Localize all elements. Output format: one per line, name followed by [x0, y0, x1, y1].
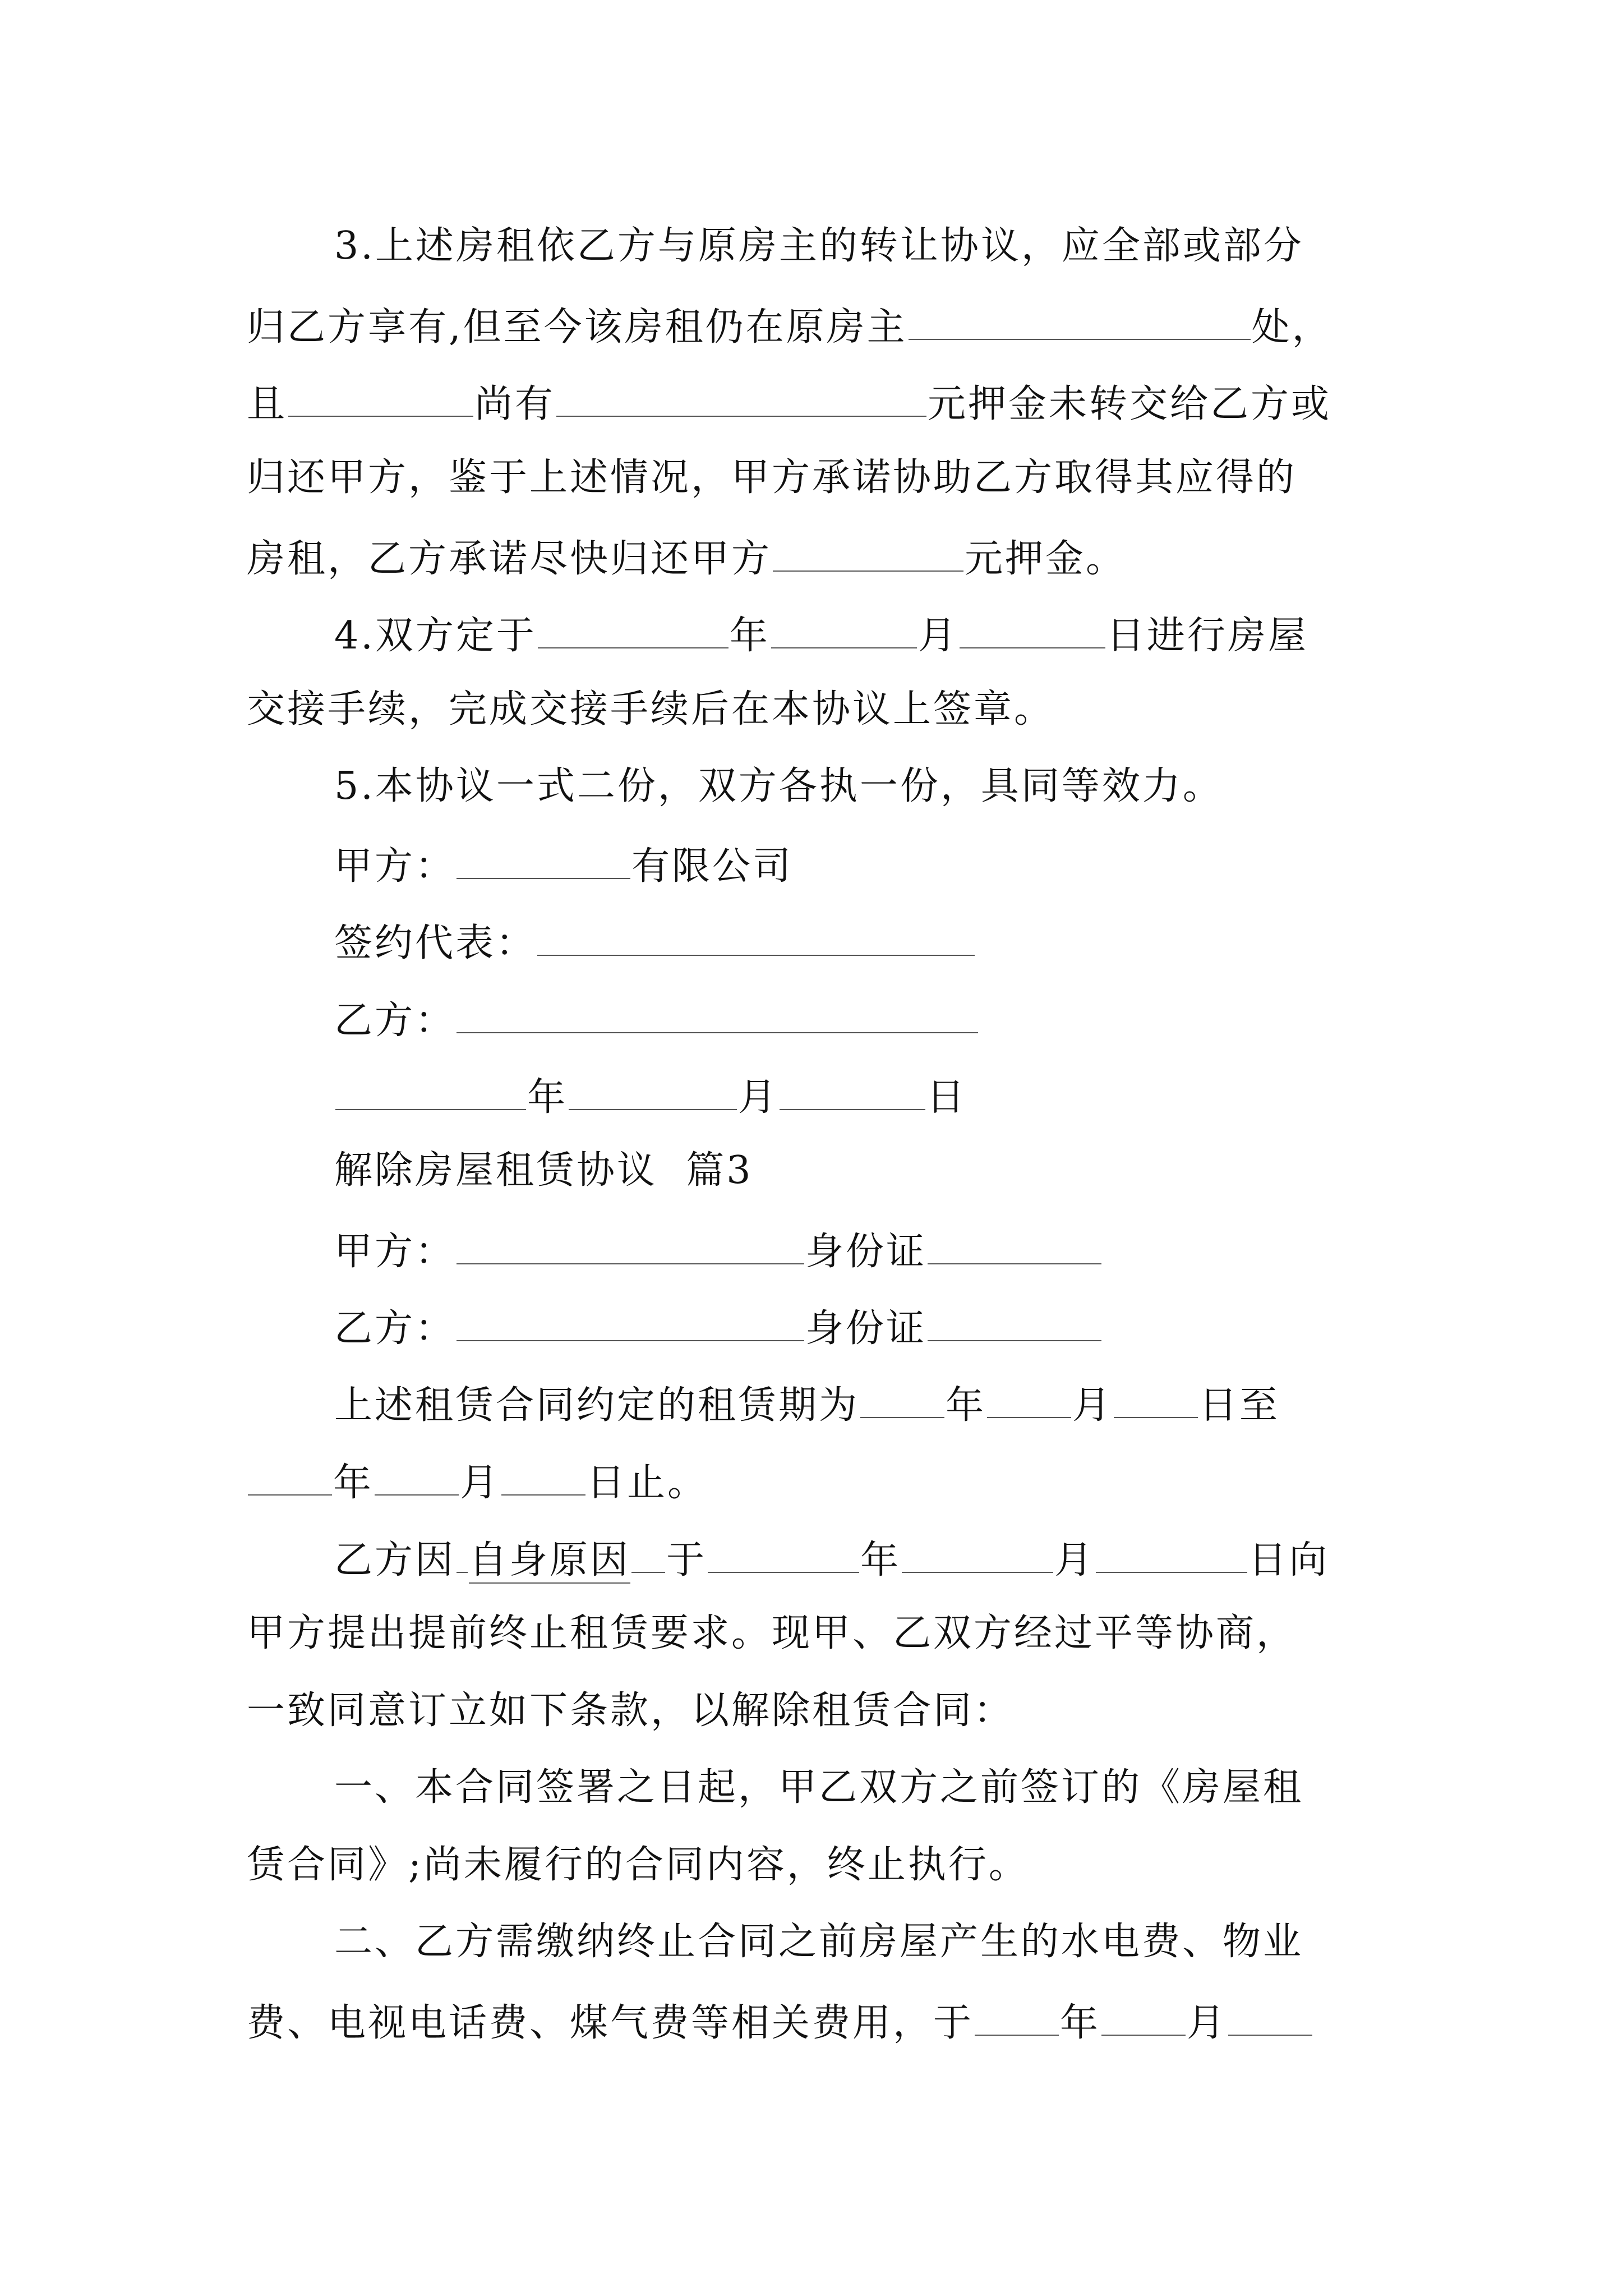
- blank-field[interactable]: [538, 601, 728, 648]
- lease-period-line1: [334, 1371, 1280, 1433]
- label: 乙方：: [334, 999, 456, 1043]
- label: 甲方：: [334, 844, 456, 889]
- blank-field[interactable]: [960, 601, 1105, 648]
- blank-field[interactable]: [457, 986, 978, 1033]
- clause3-text: 处，: [1251, 305, 1332, 349]
- label: 身份证: [805, 1230, 927, 1274]
- section3-party-a: [334, 1217, 1103, 1279]
- blank-field[interactable]: [556, 370, 926, 417]
- label: 签约代表：: [334, 921, 537, 965]
- reason-line3: [247, 1680, 1014, 1742]
- section3-party-b: [334, 1294, 1103, 1356]
- clause3-text: 3.上述房租依乙方与原房主的转让协议，应全部或部分: [334, 224, 1304, 268]
- label: 年: [527, 1075, 568, 1120]
- label: 年: [333, 1461, 374, 1505]
- blank-field[interactable]: [928, 1294, 1101, 1341]
- clause4-line2: [247, 679, 1054, 740]
- label: 日: [926, 1075, 967, 1120]
- clause4-text: 月: [917, 614, 958, 658]
- label: 甲方：: [334, 1230, 456, 1274]
- label: 月: [460, 1461, 501, 1505]
- blank-field[interactable]: [457, 1294, 804, 1341]
- label: 年: [860, 1538, 901, 1582]
- label: 身份证: [805, 1306, 927, 1351]
- clause3-text: 房租，乙方承诺尽快归还甲方: [247, 537, 772, 581]
- paragraph-text: 费、电视电话费、煤气费等相关费用，于: [247, 2001, 974, 2045]
- reason-line1: [334, 1526, 1329, 1588]
- sign-party-b: [334, 986, 979, 1048]
- blank-field[interactable]: [631, 1526, 665, 1573]
- item1-line2: [247, 1834, 1029, 1896]
- blank-field[interactable]: [860, 1371, 944, 1418]
- item2-line2: [247, 1989, 1313, 2050]
- blank-field[interactable]: [1096, 1526, 1247, 1573]
- paragraph-text: 赁合同》;尚未履行的合同内容，终止执行。: [247, 1843, 1029, 1887]
- label: 年: [946, 1383, 986, 1428]
- blank-field[interactable]: [248, 1448, 332, 1496]
- blank-field[interactable]: [773, 524, 963, 572]
- blank-field[interactable]: [457, 832, 630, 879]
- blank-field[interactable]: [1228, 1989, 1312, 2036]
- paragraph-text: 一、本合同签署之日起，甲乙双方之前签订的《房屋租: [334, 1765, 1304, 1810]
- clause4-text: 4.双方定于: [334, 614, 537, 658]
- blank-field[interactable]: [780, 1063, 925, 1110]
- label: 月: [1187, 2001, 1228, 2045]
- label: 月: [1054, 1538, 1095, 1582]
- clause3-text: 归还甲方，鉴于上述情况，甲方承诺协助乙方取得其应得的: [247, 455, 1297, 500]
- clause3-line1: [334, 215, 1304, 277]
- label: 日止。: [587, 1461, 708, 1505]
- blank-field[interactable]: [335, 1063, 526, 1110]
- blank-field[interactable]: [288, 370, 473, 417]
- label: 乙方因: [334, 1538, 456, 1582]
- sign-party-a: [334, 832, 793, 894]
- blank-field[interactable]: [771, 601, 917, 648]
- blank-field[interactable]: [928, 1217, 1101, 1264]
- clause4-text: 交接手续，完成交接手续后在本协议上签章。: [247, 687, 1055, 731]
- item2-line1: [334, 1911, 1303, 1973]
- sign-representative: [334, 909, 976, 970]
- label: 月: [738, 1075, 779, 1120]
- paragraph-text: 甲方提出提前终止租赁要求。现甲、乙双方经过平等协商，: [247, 1611, 1297, 1655]
- clause3-text: 且: [247, 382, 288, 426]
- clause3-text: 元押金未转交给乙方或: [928, 382, 1332, 426]
- paragraph-text: 一致同意订立如下条款，以解除租赁合同：: [247, 1688, 1015, 1733]
- label: 日至: [1199, 1383, 1280, 1428]
- clause3-line3: [247, 370, 1331, 431]
- label: 乙方：: [334, 1306, 456, 1351]
- clause3-line2: [247, 293, 1332, 355]
- label: 日向: [1248, 1538, 1330, 1582]
- clause4-line1: [334, 601, 1308, 663]
- section-title: [334, 1140, 753, 1202]
- label: 自身原因: [469, 1538, 631, 1582]
- paragraph-text: 二、乙方需缴纳终止合同之前房屋产生的水电费、物业: [334, 1920, 1304, 1964]
- clause3-text: 元押金。: [965, 537, 1127, 581]
- item1-line1: [334, 1757, 1303, 1819]
- blank-field[interactable]: [569, 1063, 737, 1110]
- blank-field[interactable]: [537, 909, 975, 956]
- blank-field[interactable]: [501, 1448, 585, 1496]
- blank-field[interactable]: [1114, 1371, 1198, 1418]
- lease-period-line2: [247, 1448, 708, 1510]
- blank-field[interactable]: [1101, 1989, 1186, 2036]
- page-title: 解除房屋租赁协议 篇3: [334, 1148, 753, 1193]
- label: 年: [1060, 2001, 1101, 2045]
- label: 有限公司: [631, 844, 794, 889]
- blank-field[interactable]: [457, 1217, 804, 1264]
- label: 月: [1072, 1383, 1113, 1428]
- clause3-text: 尚有: [474, 382, 556, 426]
- clause4-text: 日进行房屋: [1106, 614, 1308, 658]
- reason-line2: [247, 1603, 1297, 1664]
- blank-field[interactable]: [987, 1371, 1071, 1418]
- blank-field[interactable]: [902, 1526, 1053, 1573]
- blank-field[interactable]: [975, 1989, 1059, 2036]
- clause4-text: 年: [729, 614, 770, 658]
- clause3-line5: [247, 524, 1126, 586]
- blank-field[interactable]: [708, 1526, 859, 1573]
- clause5-line: [334, 756, 1223, 817]
- sign-date: [334, 1063, 967, 1125]
- clause3-text: 归乙方享有,但至今该房租仍在原房主: [247, 305, 907, 349]
- clause3-line4: [247, 447, 1297, 509]
- label: 上述租赁合同约定的租赁期为: [334, 1383, 860, 1428]
- blank-field[interactable]: [457, 1526, 468, 1573]
- blank-field[interactable]: [375, 1448, 459, 1496]
- blank-field[interactable]: [909, 293, 1251, 340]
- clause5-text: 5.本协议一式二份，双方各执一份，具同等效力。: [334, 764, 1223, 808]
- label: 于: [666, 1538, 707, 1582]
